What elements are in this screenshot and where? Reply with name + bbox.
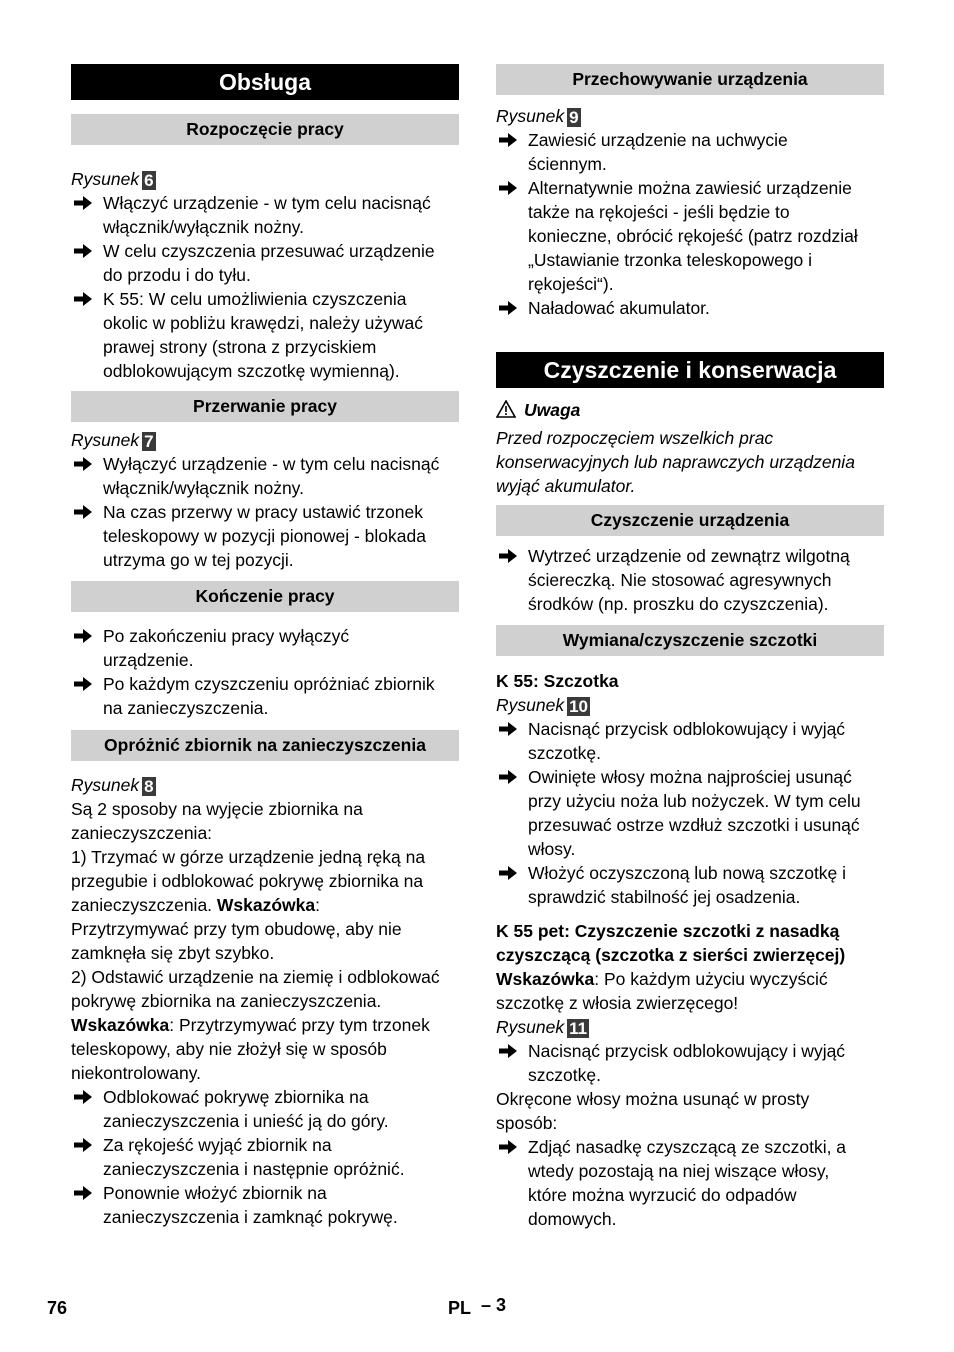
heading-czyszczenie-urzadzenia: Czyszczenie urządzenia	[496, 505, 884, 536]
arrow-right-icon	[499, 181, 517, 195]
list-item: Naładować akumulator.	[496, 296, 884, 320]
list-item: Ponownie włożyć zbiornik na zanieczyszczenia i zamknąć pokrywę.	[71, 1181, 459, 1229]
arrow-right-icon	[499, 722, 517, 736]
warning-text: Przed rozpoczęciem wszelkich prac konserwacyjnych lub naprawczych urządzenia wyjąć akumulator.	[496, 428, 855, 496]
arrow-right-icon	[74, 1138, 92, 1152]
list-item: Nacisnąć przycisk odblokowujący i wyjąć szczotkę.	[496, 717, 884, 765]
arrow-right-icon	[74, 1090, 92, 1104]
warning-triangle-icon	[496, 400, 516, 418]
hint-label: Wskazówka	[496, 969, 595, 989]
list-item: Alternatywnie można zawiesić urządzenie także na rękojeści - jeśli będzie to konieczne, obrócić rękojeść (patrz rozdział „Ustawianie trzonka teleskopowego i rękojeści“).	[496, 176, 884, 296]
subheading-k55-szczotka: K 55: Szczotka	[496, 671, 619, 691]
list-item: Włożyć oczyszczoną lub nową szczotkę i sprawdzić stabilność jej osadzenia.	[496, 861, 884, 909]
list-item: Po zakończeniu pracy wyłączyć urządzenie.	[71, 624, 459, 672]
list-item: Wytrzeć urządzenie od zewnątrz wilgotną ściereczką. Nie stosować agresywnych środków (np. proszku do czyszczenia).	[496, 544, 884, 616]
arrow-right-icon	[499, 770, 517, 784]
hint-label: Wskazówka	[216, 895, 316, 915]
sub-page-number: – 3	[481, 1295, 507, 1315]
arrow-right-icon	[74, 505, 92, 519]
list-item: Na czas przerwy w pracy ustawić trzonek teleskopowy w pozycji pionowej - blokada utrzyma go w tej pozycji.	[71, 500, 459, 572]
right-column	[496, 64, 884, 1231]
heading-przerwanie-pracy: Przerwanie pracy	[71, 391, 459, 422]
paragraph: Okręcone włosy można usunąć w prosty sposób:	[496, 1089, 810, 1133]
arrow-right-icon	[74, 244, 92, 258]
paragraph: Są 2 sposoby na wyjęcie zbiornika na zanieczyszczenia: 1) Trzymać w górze urządzenie jedną ręką na przegubie i odblokować pokrywę zbiornika na zanieczyszczenia. Wskazówka: Przytrzymywać przy tym obudowę, aby nie zamknęła się zbyt szybko. 2) Odstawić urządzenie na ziemię i odblokować pokrywę zbiornika na zanieczyszczenia. Wskazówka: Przytrzymywać przy tym trzonek teleskopowy, aby nie złożył się w sposób niekontrolowany.	[71, 799, 440, 1083]
figure-ref-9: Rysunek 9	[496, 106, 579, 127]
arrow-right-icon	[499, 1140, 517, 1154]
list-item: K 55: W celu umożliwienia czyszczenia okolic w pobliżu krawędzi, należy używać prawej strony (strona z przyciskiem odblokowującym szczotkę wymienną).	[71, 287, 459, 383]
arrow-right-icon	[74, 677, 92, 691]
arrow-right-icon	[74, 457, 92, 471]
list-item: Po każdym czyszczeniu opróżniać zbiornik na zanieczyszczenia.	[71, 672, 459, 720]
warning-heading: Uwaga	[496, 398, 884, 422]
list-item: Zawiesić urządzenie na uchwycie ściennym.	[496, 128, 884, 176]
section-title-czyszczenie: Czyszczenie i konserwacja	[496, 352, 884, 388]
arrow-right-icon	[74, 629, 92, 643]
page-number: 76	[47, 1298, 68, 1318]
figure-ref-10: Rysunek 10	[496, 695, 589, 716]
arrow-right-icon	[499, 1044, 517, 1058]
figure-ref-8: Rysunek 8	[71, 775, 154, 796]
list-item: Owinięte włosy można najprościej usunąć przy użyciu noża lub nożyczek. W tym celu przesuwać ostrze wzdłuż szczotki i usunąć włosy.	[496, 765, 884, 861]
arrow-right-icon	[74, 292, 92, 306]
figure-ref-7: Rysunek 7	[71, 430, 154, 451]
list-item: Włączyć urządzenie - w tym celu nacisnąć włącznik/wyłącznik nożny.	[71, 191, 459, 239]
hint-paragraph: Wskazówka: Po każdym użyciu wyczyścić szczotkę z włosia zwierzęcego!	[496, 969, 828, 1013]
list-item: Za rękojeść wyjąć zbiornik na zanieczyszczenia i następnie opróżnić.	[71, 1133, 459, 1181]
figure-ref-6: Rysunek 6	[71, 169, 154, 190]
arrow-right-icon	[499, 133, 517, 147]
figure-ref-11: Rysunek 11	[496, 1017, 588, 1038]
heading-rozpoczecie-pracy: Rozpoczęcie pracy	[71, 114, 459, 145]
arrow-right-icon	[499, 301, 517, 315]
arrow-right-icon	[74, 1186, 92, 1200]
heading-przechowywanie: Przechowywanie urządzenia	[496, 64, 884, 95]
left-column	[71, 64, 459, 1229]
hint-label: Wskazówka	[71, 1015, 170, 1035]
language-code: PL	[448, 1298, 472, 1318]
list-item: Wyłączyć urządzenie - w tym celu nacisnąć włącznik/wyłącznik nożny.	[71, 452, 459, 500]
arrow-right-icon	[499, 866, 517, 880]
list-item: Nacisnąć przycisk odblokowujący i wyjąć szczotkę.	[496, 1039, 884, 1087]
subheading-k55-pet: K 55 pet: Czyszczenie szczotki z nasadką czyszczącą (szczotka z sierści zwierzęcej)	[496, 921, 846, 965]
heading-wymiana-szczotki: Wymiana/czyszczenie szczotki	[496, 625, 884, 656]
heading-oproznic-zbiornik: Opróżnić zbiornik na zanieczyszczenia	[71, 730, 459, 761]
list-item: Zdjąć nasadkę czyszczącą ze szczotki, a wtedy pozostają na niej wiszące włosy, które można wyrzucić do odpadów domowych.	[496, 1135, 884, 1231]
section-title-obsluga: Obsługa	[71, 64, 459, 100]
arrow-right-icon	[74, 196, 92, 210]
list-item: Odblokować pokrywę zbiornika na zanieczyszczenia i unieść ją do góry.	[71, 1085, 459, 1133]
list-item: W celu czyszczenia przesuwać urządzenie do przodu i do tyłu.	[71, 239, 459, 287]
heading-konczenie-pracy: Kończenie pracy	[71, 581, 459, 612]
arrow-right-icon	[499, 549, 517, 563]
